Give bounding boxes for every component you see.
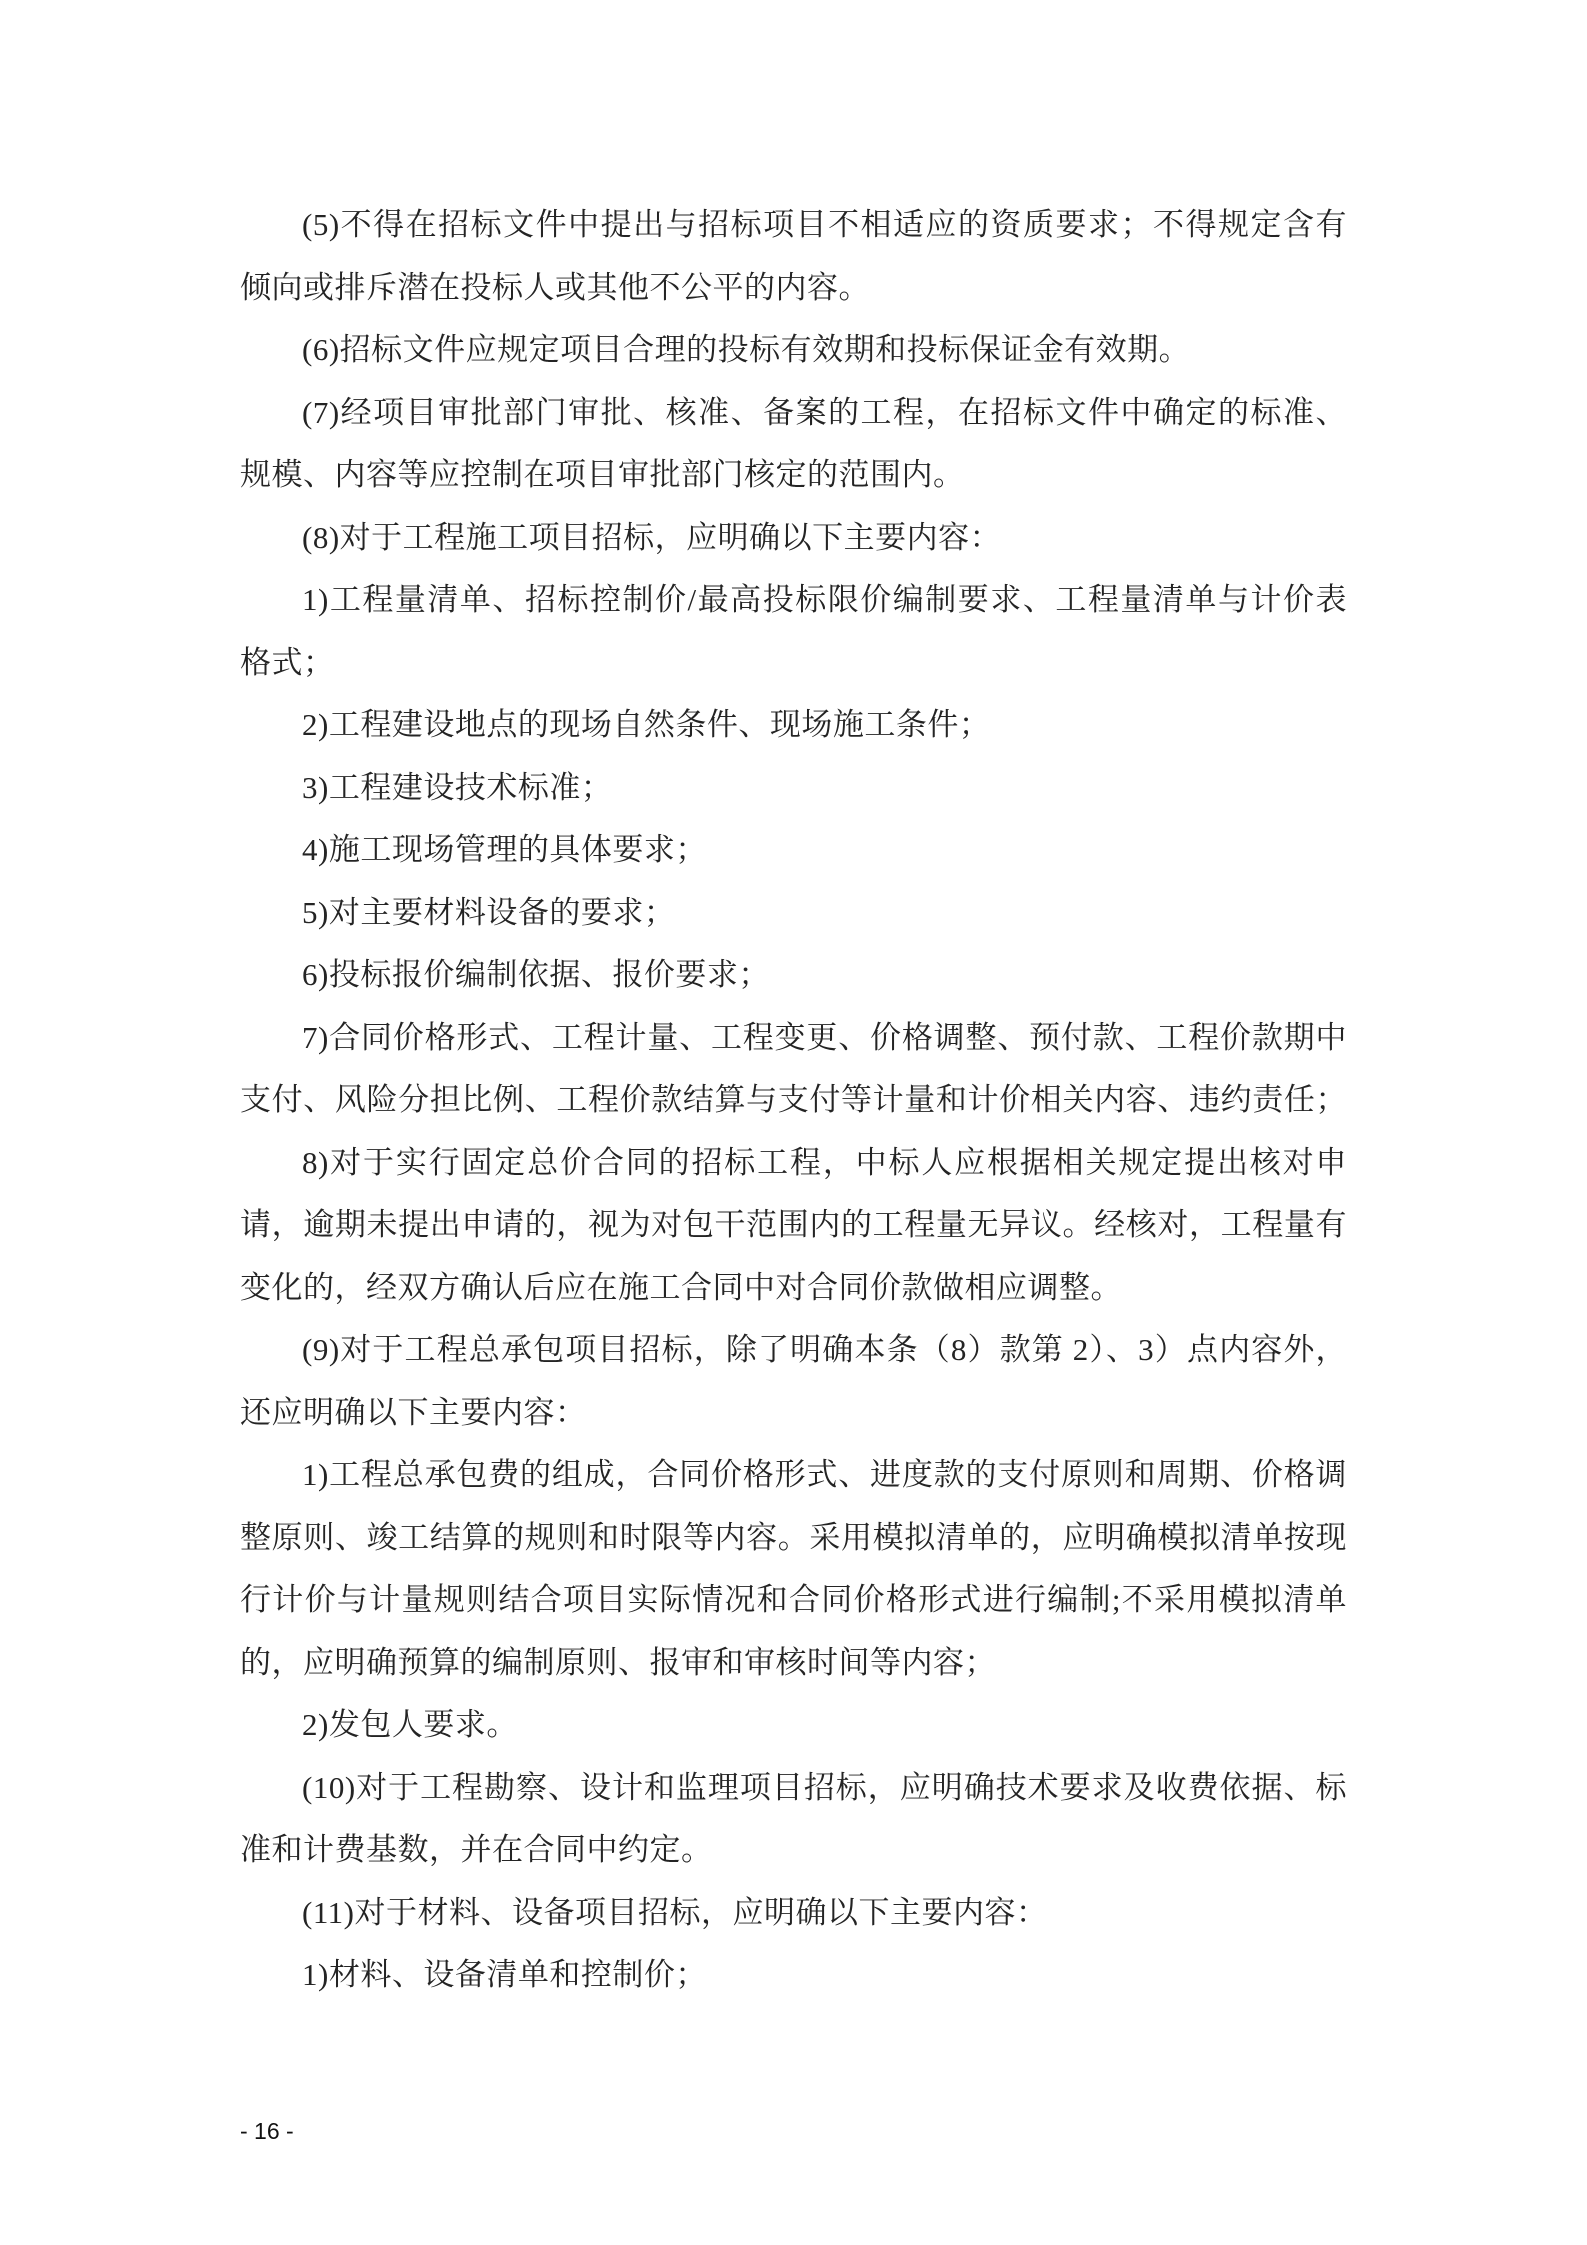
text-line: 1)工程量清单、招标控制价/最高投标限价编制要求、工程量清单与计价表	[302, 582, 1347, 617]
text-line: 1)工程总承包费的组成，合同价格形式、进度款的支付原则和周期、价格调	[302, 1457, 1347, 1492]
text-line: 4)施工现场管理的具体要求；	[302, 832, 707, 867]
text-line: 5)对主要材料设备的要求；	[302, 894, 676, 930]
text-line: 支付、风险分担比例、工程价款结算与支付等计量和计价相关内容、违约责任；	[240, 1082, 1347, 1117]
document-body	[240, 194, 1347, 2007]
text-line: (7)经项目审批部门审批、核准、备案的工程，在招标文件中确定的标准、	[302, 394, 1347, 430]
text-line: 的，应明确预算的编制原则、报审和审核时间等内容；	[240, 1644, 996, 1680]
text-line: 1)材料、设备清单和控制价；	[302, 1957, 707, 1992]
text-line: 6)投标报价编制依据、报价要求；	[302, 957, 770, 992]
text-line: 7)合同价格形式、工程计量、工程变更、价格调整、预付款、工程价款期中	[302, 1019, 1347, 1055]
text-line: (8)对于工程施工项目招标，应明确以下主要内容：	[302, 519, 1002, 555]
text-line: 还应明确以下主要内容：	[240, 1394, 587, 1430]
text-line: 变化的，经双方确认后应在施工合同中对合同价款做相应调整。	[240, 1269, 1122, 1305]
text-line: (6)招标文件应规定项目合理的投标有效期和投标保证金有效期。	[302, 332, 1191, 367]
text-line: 2)发包人要求。	[302, 1707, 518, 1742]
text-line: 规模、内容等应控制在项目审批部门核定的范围内。	[240, 457, 965, 492]
page-number: - 16 -	[240, 2118, 294, 2144]
text-line: 请，逾期未提出申请的，视为对包干范围内的工程量无异议。经核对，工程量有	[240, 1207, 1347, 1242]
text-line: 倾向或排斥潜在投标人或其他不公平的内容。	[240, 269, 870, 305]
text-line: 格式；	[240, 644, 335, 680]
text-line: 准和计费基数，并在合同中约定。	[240, 1832, 713, 1867]
text-line: (11)对于材料、设备项目招标，应明确以下主要内容：	[302, 1894, 1048, 1930]
text-line: 整原则、竣工结算的规则和时限等内容。采用模拟清单的，应明确模拟清单按现	[240, 1519, 1347, 1555]
text-line: 行计价与计量规则结合项目实际情况和合同价格形式进行编制;不采用模拟清单	[240, 1582, 1347, 1617]
text-line: (5)不得在招标文件中提出与招标项目不相适应的资质要求；不得规定含有	[302, 207, 1347, 242]
text-line: 8)对于实行固定总价合同的招标工程，中标人应根据相关规定提出核对申	[302, 1144, 1347, 1180]
text-line: (10)对于工程勘察、设计和监理项目招标，应明确技术要求及收费依据、标	[302, 1769, 1347, 1805]
text-line: 2)工程建设地点的现场自然条件、现场施工条件；	[302, 707, 991, 742]
text-line: 3)工程建设技术标准；	[302, 769, 613, 805]
text-line: (9)对于工程总承包项目招标，除了明确本条（8）款第 2）、3）点内容外，	[302, 1332, 1347, 1367]
